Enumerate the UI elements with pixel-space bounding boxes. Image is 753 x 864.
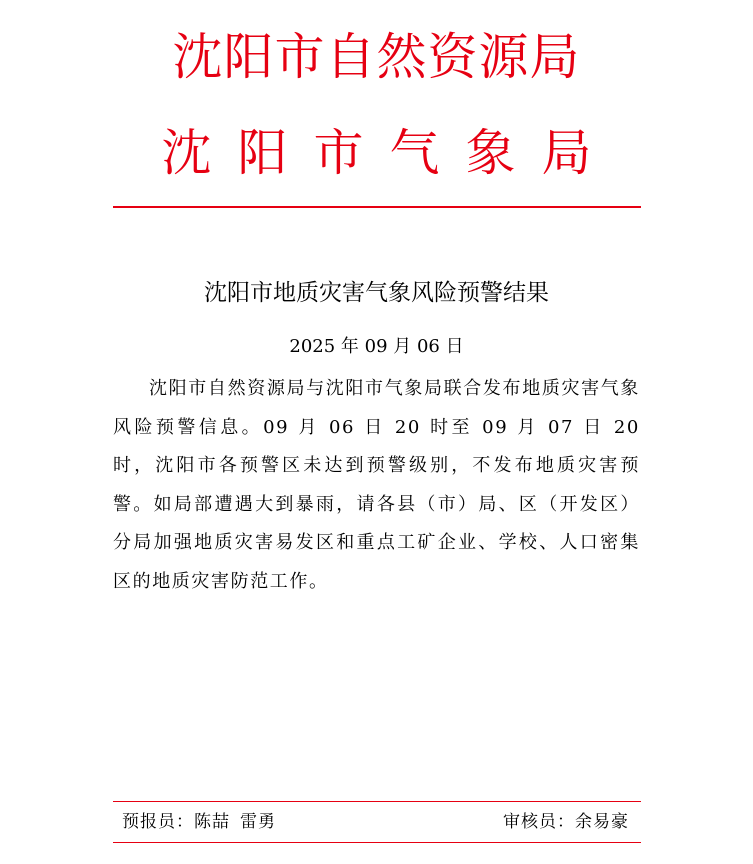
reviewer-name: 余易豪 bbox=[575, 812, 629, 832]
forecaster-name: 雷勇 bbox=[240, 812, 276, 832]
footer-bottom-divider bbox=[113, 842, 641, 843]
issuer-name-2: 沈阳市气象局 bbox=[161, 124, 618, 182]
letterhead-divider bbox=[113, 206, 641, 208]
issuer-name-1: 沈阳市自然资源局 bbox=[172, 28, 581, 86]
forecasters bbox=[122, 811, 276, 835]
reviewer-label: 审核员： bbox=[503, 812, 575, 832]
document-body: 沈阳市自然资源局与沈阳市气象局联合发布地质灾害气象风险预警信息。09 月 06 日 20 时至 09 月 07 日 20 时，沈阳市各预警区未达到预警级别，不发布地质灾害预警。如局部遭遇大到暴雨，请各县（市）局、区（开发区）分局加强地质灾害易发区和重点工矿企业、学校、人口密集区的地质灾害防范工作。 bbox=[113, 378, 640, 592]
reviewer bbox=[503, 811, 629, 835]
footer-top-divider bbox=[113, 801, 641, 802]
document-date: 2025 年 09 月 06 日 bbox=[289, 336, 464, 357]
forecaster-name: 陈喆 bbox=[194, 812, 230, 832]
forecaster-label: 预报员： bbox=[122, 812, 194, 832]
document-title: 沈阳市地质灾害气象风险预警结果 bbox=[204, 280, 549, 306]
